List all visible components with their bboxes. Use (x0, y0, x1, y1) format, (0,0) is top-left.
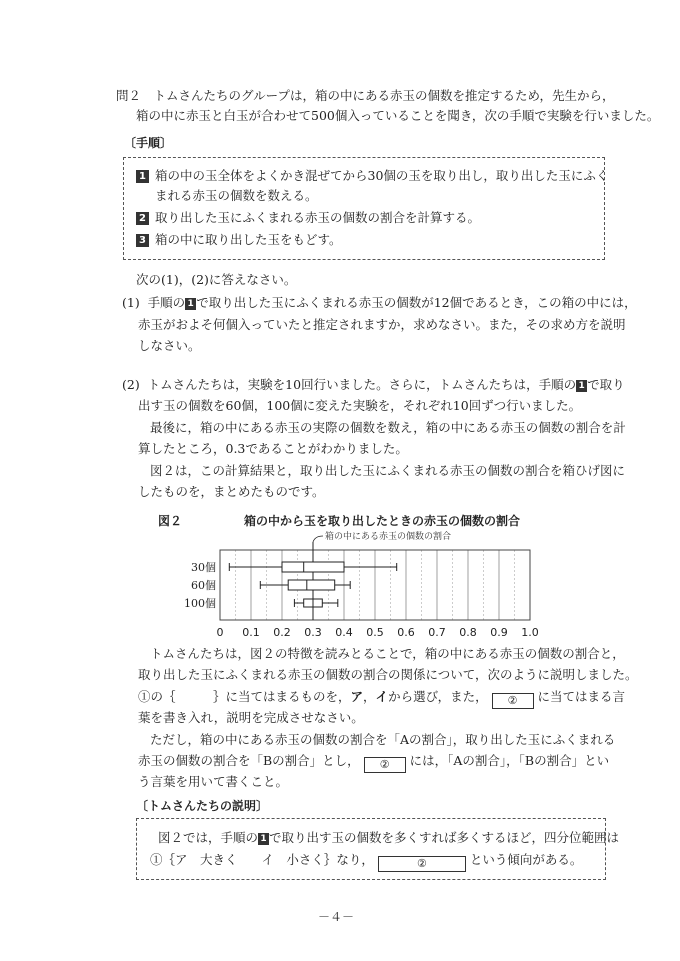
option-a: ア 大きく (175, 852, 238, 867)
part2-text-post: で取り (587, 377, 625, 392)
iqr-box (288, 580, 335, 590)
x-tick-label: 0.2 (273, 626, 291, 639)
step-number-badge: 1 (576, 380, 587, 392)
part1-line1 (122, 294, 637, 312)
figure-title: 箱の中から玉を取り出したときの赤玉の個数の割合 (244, 514, 521, 528)
step-text: 取り出した玉にふくまれる赤玉の個数の割合を計算する。 (155, 210, 481, 225)
explanation-text: という傾向がある。 (469, 852, 583, 867)
category-labels (184, 561, 216, 610)
category-label: 30個 (191, 561, 216, 574)
annotation-leader (313, 536, 323, 542)
category-label: 100個 (184, 597, 216, 610)
part2-line2: 出す玉の個数を60個，100個に変えた実験を，それぞれ10回ずつ行いました。 (138, 398, 582, 413)
procedure-step-1-cont: まれる赤玉の個数を数える。 (155, 188, 318, 203)
iqr-box (282, 562, 344, 572)
part1-text-post: で取り出した玉にふくまれる赤玉の個数が12個であるとき，この箱の中には， (196, 295, 637, 310)
explanation-title: 〔トムさんたちの説明〕 (136, 799, 269, 813)
option-i: イ 小さく (261, 852, 324, 867)
option-a-label: ア (350, 689, 364, 704)
part2-cont-sep: ， (363, 689, 376, 704)
part1-line3: しなさい。 (138, 338, 201, 353)
part1-label: (1) (122, 295, 140, 310)
reference-annotation: 箱の中にある赤玉の個数の割合 (325, 532, 452, 542)
x-tick-label: 0.6 (397, 626, 415, 639)
part1-line2: 赤玉がおよそ何個入っていたと推定されますか，求めなさい。また，その求め方を説明 (138, 317, 626, 332)
box-100個 (294, 599, 337, 607)
step-text: 箱の中の玉全体をよくかき混ぜてから30個の玉を取り出し，取り出した玉にふく (155, 168, 609, 183)
part2-cont-text: には，「Aの割合」，「Bの割合」とい (409, 753, 610, 768)
x-tick-label: 0.5 (366, 626, 384, 639)
procedure-step-2 (136, 209, 480, 227)
part2-cont-line4: 葉を書き入れ，説明を完成させなさい。 (138, 710, 364, 725)
x-tick-label: 0.9 (490, 626, 508, 639)
part2-line5: 図２は，この計算結果と，取り出した玉にふくまれる赤玉の個数の割合を箱ひげ図に (150, 463, 626, 478)
part2-cont-text: 赤玉の個数の割合を「Bの割合」とし， (138, 753, 360, 768)
part2-cont-line7: う言葉を用いて書くこと。 (138, 774, 289, 789)
explanation-line2 (150, 851, 582, 872)
x-tick-label: 0.7 (428, 626, 446, 639)
step-number-badge: 1 (185, 298, 196, 310)
part2-cont-text: に当てはまる言 (537, 689, 626, 704)
procedure-title: 〔手順〕 (124, 136, 173, 150)
part1-text-pre: 手順の (147, 295, 186, 310)
step-number-badge: 2 (136, 212, 149, 225)
box-series (229, 562, 396, 607)
explanation-text: 図２では，手順の (158, 830, 259, 845)
step-text: 箱の中に取り出した玉をもどす。 (155, 232, 342, 247)
x-tick-label: 0.1 (242, 626, 260, 639)
part2-cont-line1: トムさんたちは，図２の特徴を読みとることで，箱の中にある赤玉の個数の割合と， (150, 646, 625, 661)
part2-line4: 算したところ，0.3であることがわかりました。 (138, 441, 408, 456)
part2-text-pre: トムさんたちは，実験を10回行いました。さらに，トムさんたちは，手順の (147, 377, 577, 392)
part2-cont-line3 (138, 688, 625, 709)
question-header-line1: 問２ トムさんたちのグループは，箱の中にある赤玉の個数を推定するため，先生から， (116, 88, 615, 103)
part2-label: (2) (122, 377, 140, 392)
boxplot-chart (180, 530, 540, 640)
step-number-badge: 1 (258, 833, 269, 845)
part2-cont-line6 (138, 752, 609, 773)
instruction-text: 次の(1)，(2)に答えなさい。 (136, 272, 297, 287)
step-number-badge: 1 (136, 170, 149, 183)
x-tick-label: 1.0 (521, 626, 539, 639)
x-tick-label: 0 (216, 626, 224, 639)
part2-line3: 最後に，箱の中にある赤玉の実際の個数を数え，箱の中にある赤玉の個数の割合を計 (150, 420, 626, 435)
part2-cont-text: ①の｛ ｝に当てはまるものを， (138, 689, 351, 704)
category-label: 60個 (191, 579, 216, 592)
option-i-label: イ (375, 689, 389, 704)
procedure-step-3 (136, 231, 342, 249)
box-30個 (229, 562, 396, 572)
blank-2-box: ② (492, 693, 534, 709)
explanation-text: で取り出す玉の個数を多くすれば多くするほど，四分位範囲は (269, 830, 620, 845)
x-tick-label: 0.4 (335, 626, 353, 639)
question-header-line2: 箱の中に赤玉と白玉が合わせて500個入っていることを聞き，次の手順で実験を行いました。 (136, 108, 660, 123)
part2-line1 (122, 376, 625, 394)
explanation-line1 (158, 829, 619, 847)
procedure-step-1 (136, 167, 608, 185)
x-tick-labels (217, 626, 539, 639)
blank-2-box: ② (378, 856, 466, 872)
part2-cont-text: から選び，また， (388, 689, 488, 704)
part2-cont-line5: ただし，箱の中にある赤玉の個数の割合を「Aの割合」，取り出した玉にふくまれる (150, 732, 616, 747)
blank-2-box: ② (364, 757, 406, 773)
x-tick-label: 0.8 (459, 626, 477, 639)
explanation-text: ①｛ (150, 852, 176, 867)
part2-cont-line2: 取り出した玉にふくまれる赤玉の個数の割合の関係について，次のように説明しました。 (138, 667, 638, 682)
figure-label: 図２ (158, 514, 183, 528)
x-tick-label: 0.3 (304, 626, 322, 639)
page-number: －４－ (318, 910, 355, 924)
step-number-badge: 3 (136, 234, 149, 247)
part2-line6: したものを，まとめたものです。 (138, 484, 325, 499)
box-60個 (260, 580, 350, 590)
explanation-text: ｝なり， (323, 852, 374, 867)
